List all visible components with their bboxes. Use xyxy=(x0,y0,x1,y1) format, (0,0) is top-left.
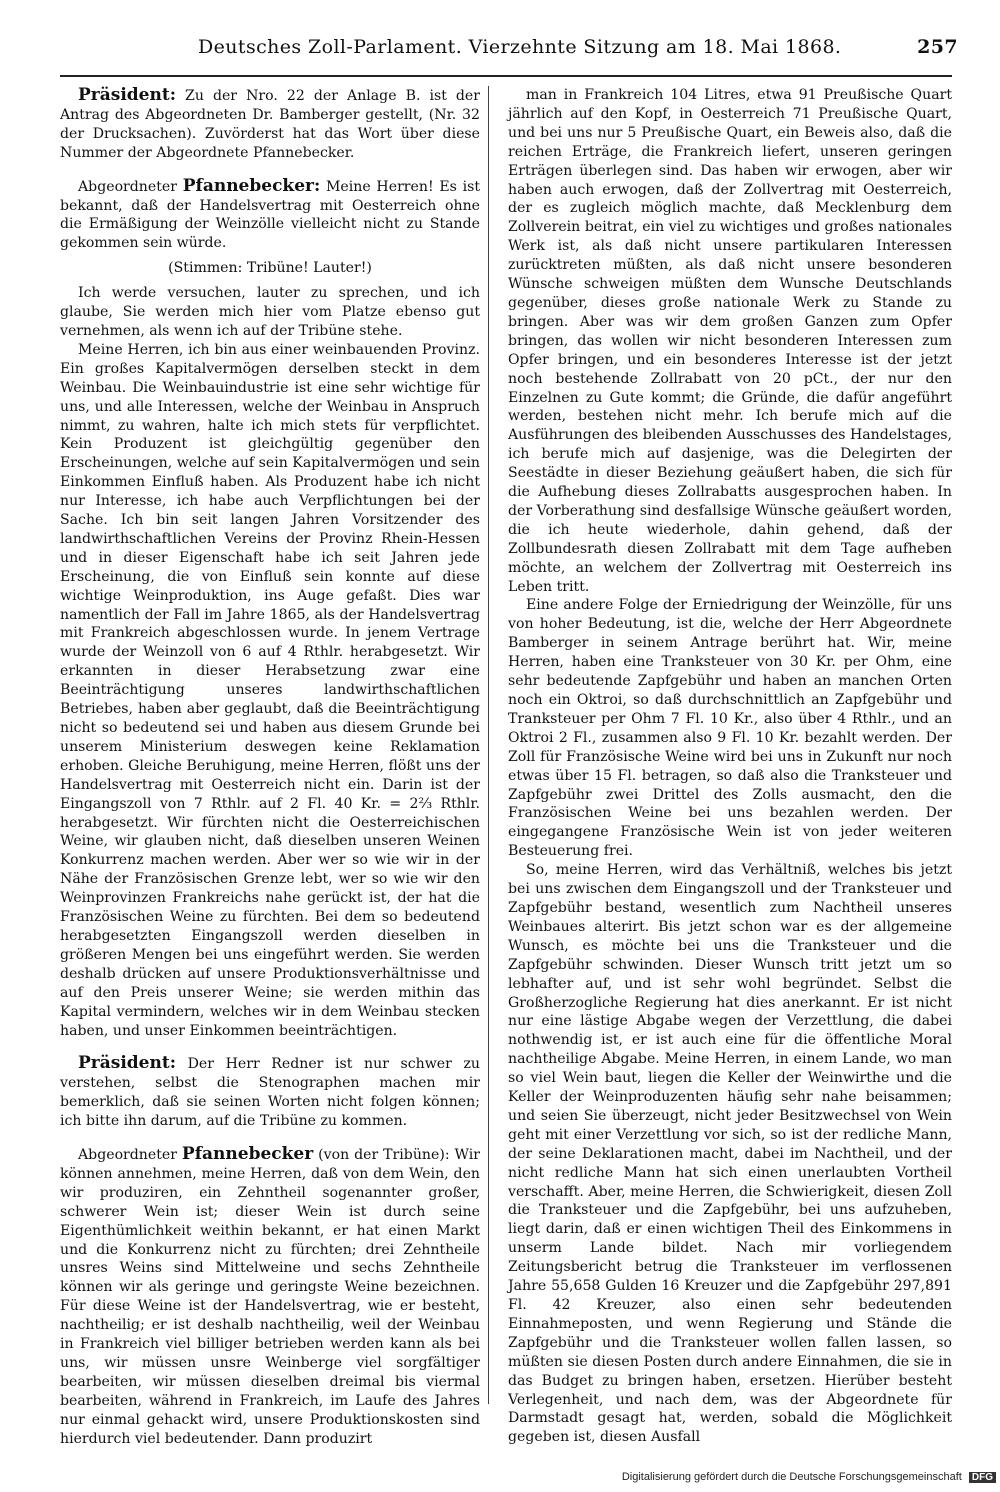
speaker-name: Pfannebecker: xyxy=(182,175,321,196)
paragraph xyxy=(60,284,480,341)
paragraph-text: Meine Herren, ich bin aus einer weinbauenden Provinz. Ein großes Kapitalvermögen derselben steckt in dem Weinbau. Die Weinbauindustrie ist eine sehr wichtige für uns, und alle Interessen, welche der Weinbau in Anspruch nimmt, zu wahren, halte ich mich stets für verpflichtet. Kein Produzent ist gleichgültig gegenüber den Erscheinungen, welche auf sein Kapitalvermögen und sein Einkommen Einfluß haben. Als Produzent habe ich nicht nur Interesse, ich habe auch Verpflichtungen bei der Sache. Ich bin seit langen Jahren Vorsitzender des landwirthschaftlichen Vereins der Provinz Rhein-Hessen und in dieser Eigenschaft habe ich seit Jahren jede Erscheinung, die von Einfluß sein konnte auf diese wichtige Weinproduktion, ins Auge gefaßt. Dies war namentlich der Fall im Jahre 1865, als der Handelsvertrag mit Frankreich abgeschlossen wurde. In jenem Vertrage wurde der Weinzoll von 6 auf 4 Rthlr. herabgesetzt. Wir erkannten in dieser Herabsetzung zwar eine Beeinträchtigung unseres landwirthschaftlichen Betriebes, haben aber geglaubt, daß die Beeinträchtigung nicht so bedeutend sei und haben aus diesem Grunde bei unserem Ministerium deswegen keine Reklamation erhoben. Gleiche Beruhigung, meine Herren, flößt uns der Handelsvertrag mit Oesterreich nicht ein. Darin ist der Eingangszoll von 7 Rthlr. auf 2 Fl. 40 Kr. = 2⅔ Rthlr. herabgesetzt. Wir fürchten nicht die Oesterreichischen Weine, wir glauben nicht, daß dieselben unseren Weinen Konkurrenz machen werden. Aber wer so wie wir in der Nähe der Französischen Grenze lebt, wer so wie wir den Weinprovinzen Frankreichs nahe gerückt ist, der hat die Französischen Weine zu fürchten. Bei dem so bedeutend herabgesetzten Eingangszoll werden dieselben in größeren Mengen bei uns eingeführt werden. Sie werden deshalb drücken auf unsere Produktionsverhältnisse und auf den Preis unserer Weine; sie werden mithin das Kapital vermindern, welches wir in dem Weinbau stecken haben, und unser Einkommen beeinträchtigen. xyxy=(60,341,480,1039)
paragraph-text: Zu der Nro. 22 der Anlage B. ist der Antrag des Abgeordneten Dr. Bamberger gestellt, (Nr. 32 der Drucksachen). Zuvörderst hat das Wort über diese Nummer der Abgeordnete Pfannebecker. xyxy=(60,88,481,161)
paragraph xyxy=(60,1054,480,1131)
paragraph-text: man in Frankreich 104 Litres, etwa 91 Preußische Quart jährlich auf den Kopf, in Oesterreich 71 Preußische Quart, und bei uns nur 5 Preußische Quart, ein Beweis also, daß die reichen Erträge, die Frankreich liefert, unseren geringen Erträgen überlegen sind. Das haben wir erwogen, aber wir haben auch erwogen, daß der Zollvertrag mit Oesterreich, der es zugleich möglich machte, daß Mecklenburg dem Zollverein beitrat, ein viel zu wichtiges und großes nationales Werk ist, als daß nicht unsere partikularen Interessen zurücktreten müßten, als daß nicht unsere besonderen Wünsche schweigen müßten dem Wunsche Deutschlands gegenüber, dieses große nationale Werk zu Stande zu bringen. Aber was wir dem großen Ganzen zum Opfer bringen, das wollen wir nicht besonderen Interessen zum Opfer bringen, und ein besonderes Interesse ist der jetzt noch bestehende Zollrabatt von 20 pCt., der nur den Einzelnen zu Gute kommt; die Gründe, die dafür angeführt werden, bestehen nicht mehr. Ich berufe mich auf die Ausführungen des bleibenden Ausschusses des Handelstages, ich berufe mich auf dasjenige, was die Delegirten der Seestädte in dieser Beziehung geäußert haben, die sich für die Aufhebung dieses Zollrabatts ausgesprochen haben. In der Vorberathung sind desfallsige Wünsche geäußert worden, die ich heute wiederhole, dahin gehend, daß der Zollbundesrath diesen Zollrabatt mit dem Tage aufheben möchte, an welchem der Zollvertrag mit Oesterreich ins Leben tritt. xyxy=(508,87,952,595)
speaker-prefix: Abgeordneter xyxy=(78,178,177,195)
paragraph xyxy=(508,596,952,861)
paragraph xyxy=(508,861,952,1447)
right-column xyxy=(508,86,952,1447)
speaker-name: Pfannebecker xyxy=(181,1144,314,1165)
speaker-name: Präsident: xyxy=(78,85,176,105)
footer-credit xyxy=(622,1471,996,1483)
stage-direction: (Stimmen: Tribüne! Lauter!) xyxy=(168,260,372,277)
column-separator xyxy=(488,86,489,1404)
page-number: 257 xyxy=(917,36,958,58)
paragraph-text: Meine Herren! Es ist bekannt, daß der Handelsvertrag mit Oesterreich ohne die Ermäßigung der Weinzölle vielleicht nicht zu Stande gekommen sein würde. xyxy=(60,178,481,252)
paragraph xyxy=(60,86,480,163)
paragraph-text: Der Herr Redner ist nur schwer zu verstehen, selbst die Stenographen machen mir bemerklich, daß sie seinen Worten nicht folgen können; ich bitte ihn darum, auf die Tribüne zu kommen. xyxy=(60,1056,480,1130)
left-column xyxy=(60,86,480,1449)
paragraph xyxy=(60,1145,480,1449)
paragraph-text: Eine andere Folge der Erniedrigung der Weinzölle, für uns von hoher Bedeutung, ist die, welche der Herr Abgeordnete Bamberger in seinem Antrage berührt hat. Wir, meine Herren, haben eine Tranksteuer von 30 Kr. per Ohm, eine sehr bedeutende Zapfgebühr und haben an manchen Orten noch ein Oktroi, so daß durchschnittlich an Zapfgebühr und Tranksteuer per Ohm 7 Fl. 10 Kr., also über 4 Rthlr., und an Oktroi 2 Fl., zusammen also 9 Fl. 10 Kr. bezahlt werden. Der Zoll für Französische Weine wird bei uns in Zukunft nur noch etwas über 15 Fl. betragen, so daß also die Tranksteuer und Zapfgebühr zwei Drittel des Zolls ausmacht, den die Französischen Weine bei uns bezahlen werden. Der eingegangene Französische Wein ist von jeder weiteren Besteuerung frei. xyxy=(508,597,952,860)
dfg-logo: DFG xyxy=(969,1472,996,1483)
speaker-name: Präsident: xyxy=(78,1053,176,1074)
paragraph xyxy=(60,341,480,1041)
paragraph-text: (von der Tribüne): Wir können annehmen, meine Herren, daß von dem Wein, den wir produziren, ein Zehntheil sogenannter großer, schwerer Wein ist; dieser Wein ist durch seine Eigenthümlichkeit weithin bekannt, er hat einen Markt und die Konkurrenz nicht zu fürchten; drei Zehntheile unsres Weins sind Mittelweine und sechs Zehntheile können wir als geringe und geringste Weine bezeichnen. Für diese Weine ist der Handelsvertrag, wie er besteht, nachtheilig; er ist deshalb nachtheilig, weil der Weinbau in Frankreich viel billiger betrieben werden kann als bei uns, wir müssen unsre Weinberge viel sorgfältiger bearbeiten, wir müssen dieselben dreimal bis viermal bearbeiten, während in Frankreich, im Laufe des Jahres nur einmal gehackt wird, unsere Produktionskosten sind hierdurch viel bedeutender. Dann produzirt xyxy=(60,1147,480,1447)
paragraph-text: So, meine Herren, wird das Verhältniß, welches bis jetzt bei uns zwischen dem Eingangszoll und der Tranksteuer und Zapfgebühr bestand, wesentlich zum Nachtheil unseres Weinbaues alterirt. Bis jetzt schon war es der allgemeine Wunsch, es möchte bei uns die Tranksteuer und die Zapfgebühr schwinden. Dieser Wunsch tritt jetzt um so lebhafter auf, und ist sehr wohl begründet. Selbst die Großherzogliche Regierung hat dies anerkannt. Er ist nicht nur eine lästige Abgabe wegen der Verzettlung, die dabei nothwendig ist, er ist auch eine für die öffentliche Moral nachtheilige Abgabe. Meine Herren, in einem Lande, wo man so viel Wein baut, liegen die Keller der Weinwirthe und die Keller der Weinproduzenten häufig sehr nahe beisammen; und seien Sie überzeugt, nicht jeder Besitzwechsel von Wein geht mit einer Verzettlung vor sich, so ist der redliche Mann, der seine Deklarationen macht, dabei im Nachtheil, und der nicht redliche Mann hat sich einen unerlaubten Vortheil verschafft. Aber, meine Herren, die Schwierigkeit, diesen Zoll die Tranksteuer und die Zapfgebühr, bei uns aufzuheben, liegt darin, daß er einen wichtigen Theil des Einkommens in unserm Lande bildet. Nach mir vorliegendem Zeitungsbericht betrug die Tranksteuer im verflossenen Jahre 55,658 Gulden 16 Kreuzer und die Zapfgebühr 297,891 Fl. 42 Kreuzer, also einen sehr bedeutenden Einnahmeposten, und wenn Regierung und Stände die Zapfgebühr und die Tranksteuer wollen fallen lassen, so müßten sie diesen Posten durch andere Einnahmen, die sie in das Budget zu bringen haben, ersetzen. Hierüber besteht Verlegenheit, und nach dem, was der Abgeordnete für Darmstadt gesagt hat, werden, sobald die Möglichkeit gegeben ist, diesen Ausfall xyxy=(508,862,952,1446)
paragraph xyxy=(508,86,952,596)
header-rule xyxy=(60,75,952,77)
running-title: Deutsches Zoll-Parlament. Vierzehnte Sitzung am 18. Mai 1868. xyxy=(198,36,842,58)
speaker-prefix: Abgeordneter xyxy=(78,1147,177,1164)
page-header xyxy=(198,32,958,62)
paragraph xyxy=(60,177,480,254)
paragraph-text: Ich werde versuchen, lauter zu sprechen, und ich glaube, Sie werden mich hier vom Platze ebenso gut vernehmen, als wenn ich auf der Tribüne stehe. xyxy=(60,285,480,339)
footer-text: Digitalisierung gefördert durch die Deutsche Forschungsgemeinschaft xyxy=(621,1471,962,1483)
